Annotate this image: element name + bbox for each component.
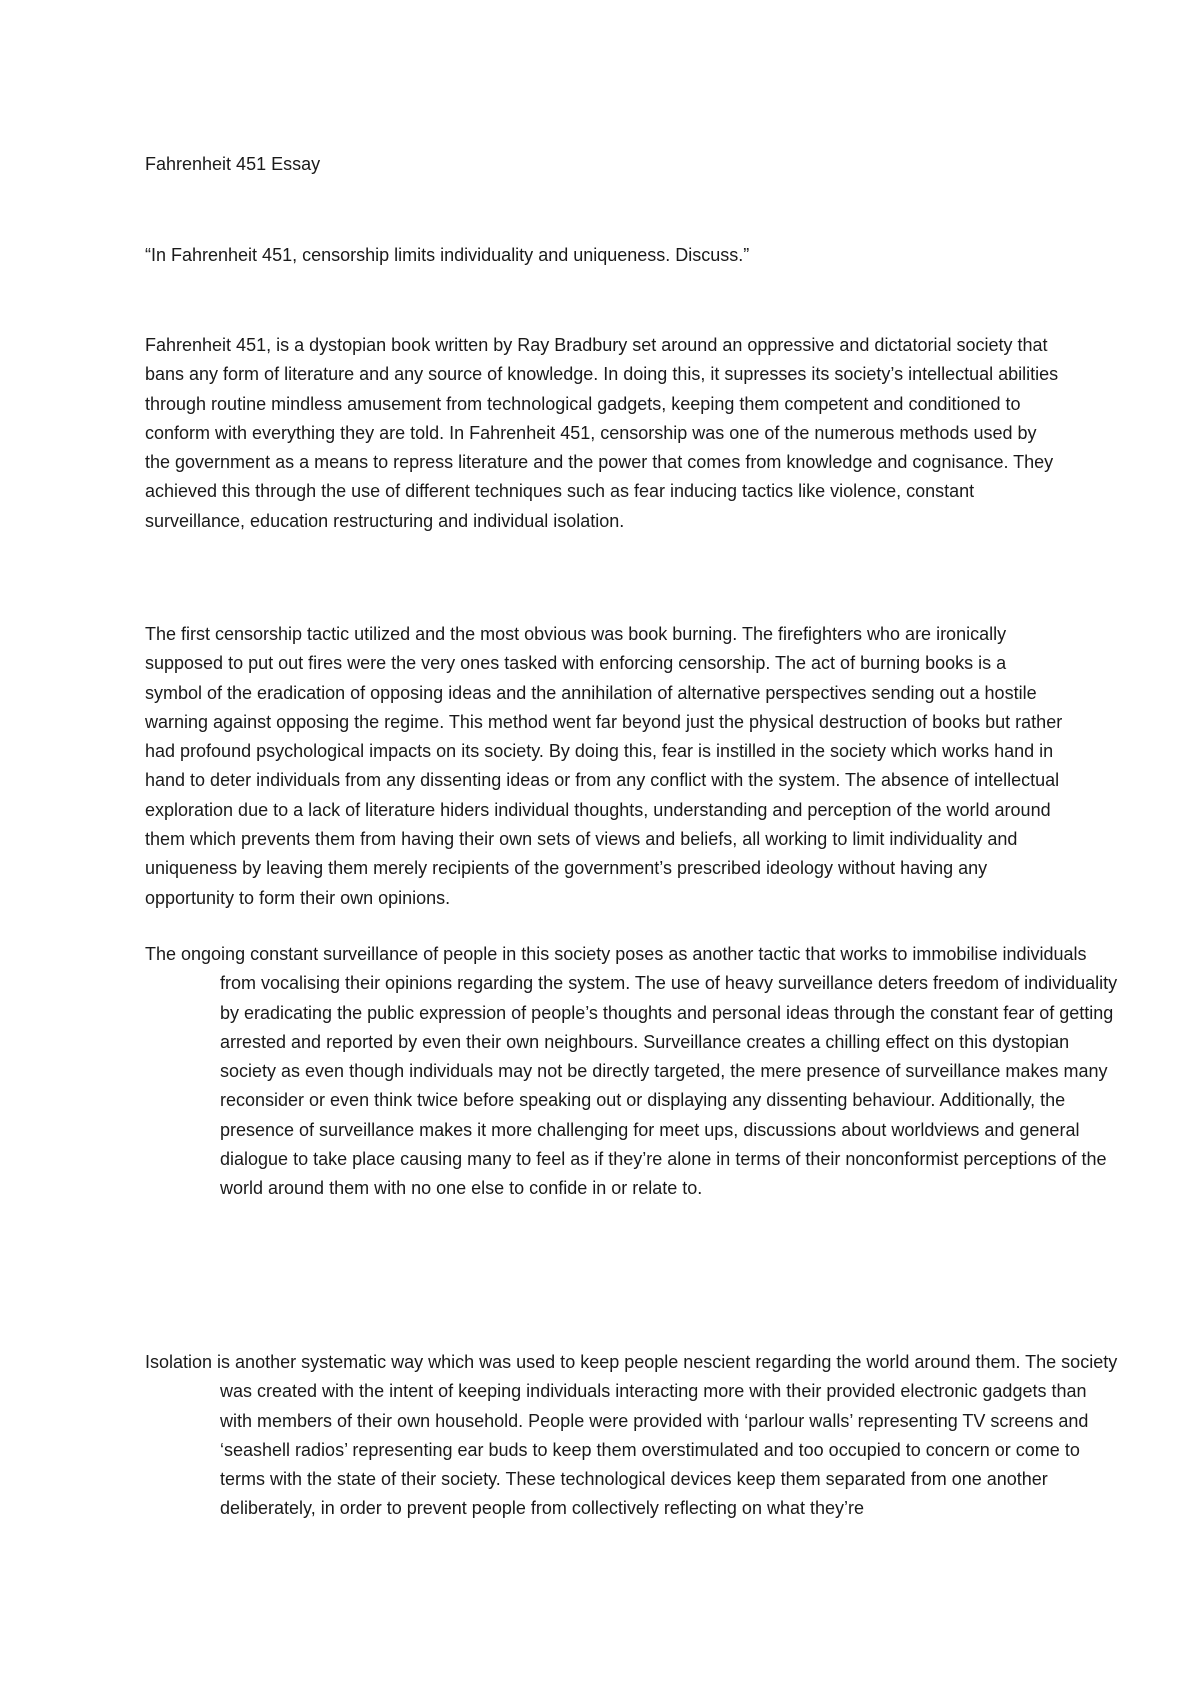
paragraph-book-burning: The first censorship tactic utilized and the most obvious was book burning. The firefighters who are ironically supposed to put out fires were the very ones tasked with enforcing censorship. The act of burning books is a symbol of the eradication of opposing ideas and the annihilation of alternative perspectives sending out a hostile warning against opposing the regime. This method went far beyond just the physical destruction of books but rather had profound psychological impacts on its society. By doing this, fear is instilled in the society which works hand in hand to deter individuals from any dissenting ideas or from any conflict with the system. The absence of intellectual exploration due to a lack of literature hiders individual thoughts, understanding and perception of the world around them which prevents them from having their own sets of views and beliefs, all working to limit individuality and uniqueness by leaving them merely recipients of the government’s prescribed ideology without having any opportunity to form their own opinions.: [145, 624, 1063, 908]
paragraph-isolation: Isolation is another systematic way which was used to keep people nescient regarding the world around them. The society was created with the intent of keeping individuals interacting more with their provided electronic gadgets than with members of their own household. People were provided with ‘parlour walls’ representing TV screens and ‘seashell radios’ representing ear buds to keep them overstimulated and too occupied to concern or come to terms with the state of their society. These technological devices keep them separated from one another deliberately, in order to prevent people from collectively reflecting on what they’re: [145, 1352, 1118, 1519]
essay-page: [145, 150, 1118, 1519]
essay-question: “In Fahrenheit 451, censorship limits individuality and uniqueness. Discuss.”: [145, 245, 750, 265]
essay-title: Fahrenheit 451 Essay: [145, 154, 321, 174]
paragraph-introduction: Fahrenheit 451, is a dystopian book written by Ray Bradbury set around an oppressive and dictatorial society that bans any form of literature and any source of knowledge. In doing this, it supresses its society’s intellectual abilities through routine mindless amusement from technological gadgets, keeping them competent and conditioned to conform with everything they are told. In Fahrenheit 451, censorship was one of the numerous methods used by the government as a means to repress literature and the power that comes from knowledge and cognisance. They achieved this through the use of different techniques such as fear inducing tactics like violence, constant surveillance, education restructuring and individual isolation.: [145, 335, 1059, 531]
paragraph-surveillance: The ongoing constant surveillance of people in this society poses as another tactic that works to immobilise individuals from vocalising their opinions regarding the system. The use of heavy surveillance deters freedom of individuality by eradicating the public expression of people’s thoughts and personal ideas through the constant fear of getting arrested and reported by even their own neighbours. Surveillance creates a chilling effect on this dystopian society as even though individuals may not be directly targeted, the mere presence of surveillance makes many reconsider or even think twice before speaking out or displaying any dissenting behaviour. Additionally, the presence of surveillance makes it more challenging for meet ups, discussions about worldviews and general dialogue to take place causing many to feel as if they’re alone in terms of their nonconformist perceptions of the world around them with no one else to confide in or relate to.: [145, 944, 1118, 1199]
